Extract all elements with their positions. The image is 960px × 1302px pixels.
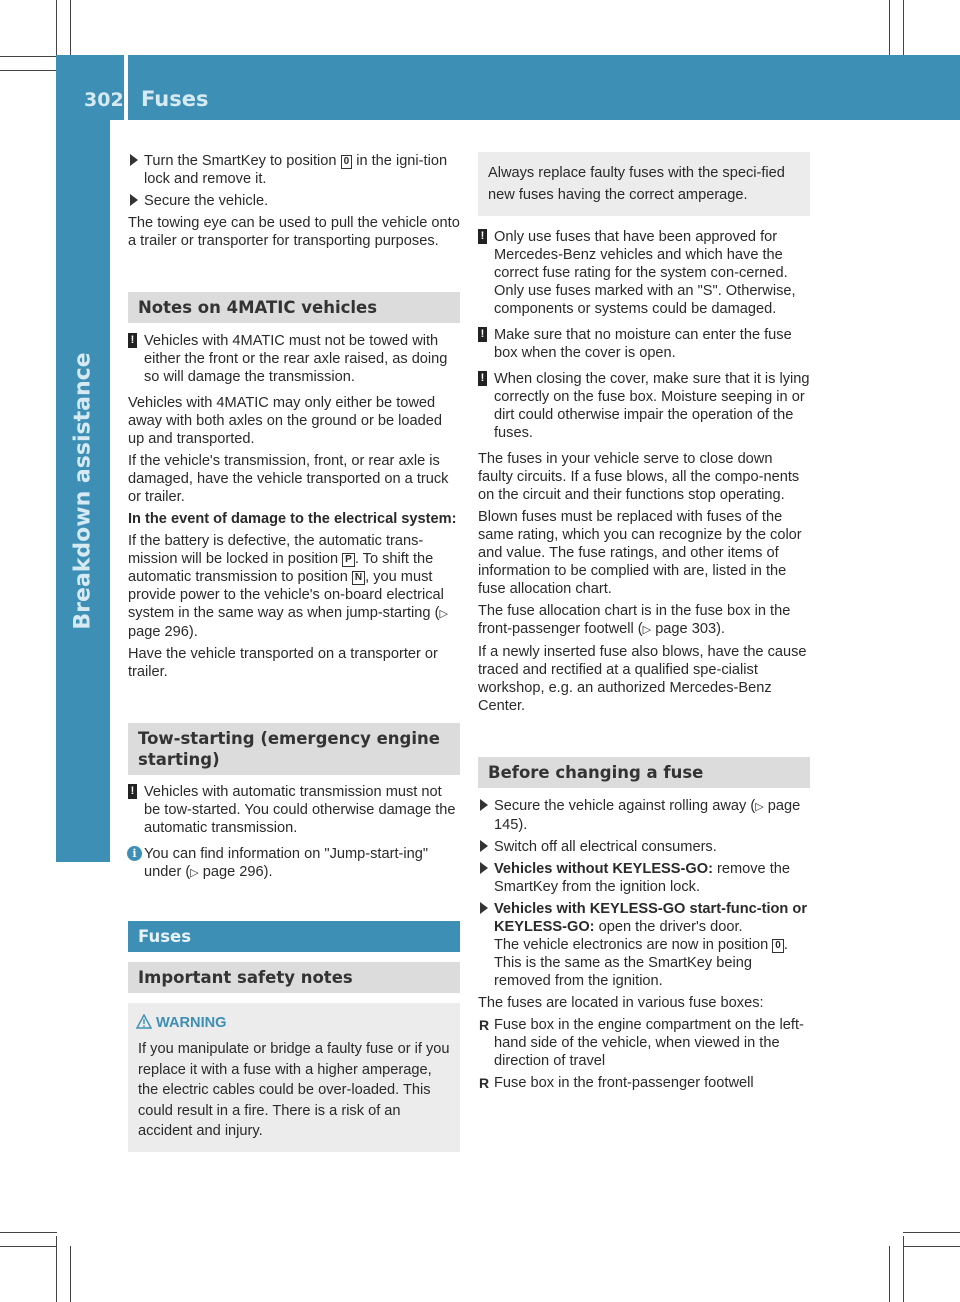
paragraph: The fuse allocation chart is in the fuse box in the front-passenger footwell (▷ page 303). <box>478 603 791 637</box>
paragraph-bold: In the event of damage to the electrical system: <box>128 511 457 527</box>
paragraph: The towing eye can be used to pull the vehicle onto a trailer or transporter for transporting purposes. <box>128 215 460 249</box>
crop-mark <box>0 1246 57 1247</box>
exclamation-icon: ! <box>128 784 137 799</box>
crop-mark <box>889 0 890 56</box>
paragraph: Vehicles with 4MATIC may only either be towed away with both axles on the ground or be loaded up and transported. <box>128 395 442 447</box>
exclamation-icon: ! <box>128 333 137 348</box>
section-tab <box>56 120 110 862</box>
crop-mark <box>70 1246 71 1302</box>
page-ref-icon: ▷ <box>190 867 199 879</box>
paragraph: Have the vehicle transported on a transporter or trailer. <box>128 646 438 680</box>
warning-box <box>128 1003 460 1152</box>
heading-tow-starting: Tow-starting (emergency engine starting) <box>128 723 460 775</box>
page-ref-icon: ▷ <box>642 624 652 636</box>
page-number: 302 <box>84 89 124 111</box>
list-item: R Fuse box in the engine compartment on the left-hand side of the vehicle, when viewed in the direction of travel <box>479 1017 804 1069</box>
page-ref-icon: ▷ <box>755 801 764 813</box>
step-item: Vehicles without KEYLESS-GO: remove the SmartKey from the ignition lock. <box>478 860 810 896</box>
heading-before-changing-a-fuse: Before changing a fuse <box>478 757 810 788</box>
step-item: Vehicles with KEYLESS-GO start-func-tion or KEYLESS-GO: open the driver's door. The vehicle electronics are now in position 0 . This is the same as the SmartKey being removed from the ignition. <box>478 900 810 990</box>
crop-mark <box>0 70 57 71</box>
crop-mark <box>903 1246 960 1247</box>
step-item: Secure the vehicle against rolling away (▷ page 145). <box>478 797 810 834</box>
paragraph: The fuses in your vehicle serve to close down faulty circuits. If a fuse blows, all the compo-nents on the circuit and their functions stop operating. <box>478 451 800 503</box>
exclamation-icon: ! <box>478 371 487 386</box>
arrow-icon <box>480 902 488 914</box>
warning-title: WARNING <box>156 1015 227 1031</box>
paragraph: If a newly inserted fuse also blows, have the cause traced and rectified at a qualified spe-cialist workshop, e.g. an authorized Mercedes-Benz Center. <box>478 644 807 714</box>
section-tab-label: Breakdown assistance <box>70 352 96 630</box>
paragraph: If the vehicle's transmission, front, or rear axle is damaged, have the vehicle transported on a truck or trailer. <box>128 453 449 505</box>
info-icon: i <box>127 846 142 861</box>
step-item: Turn the SmartKey to position 0 in the igni-tion lock and remove it. <box>128 152 460 188</box>
caution-note: ! Make sure that no moisture can enter the fuse box when the cover is open. <box>478 326 810 362</box>
crop-mark <box>0 1232 57 1233</box>
position-n-symbol: N <box>352 571 365 585</box>
left-column <box>128 152 460 1152</box>
notice-box: Always replace faulty fuses with the speci-fied new fuses having the correct amperage. <box>478 152 810 216</box>
crop-mark <box>903 1232 960 1233</box>
paragraph: The fuses are located in various fuse boxes: <box>478 995 764 1011</box>
caution-note: ! Vehicles with automatic transmission must not be tow-started. You could otherwise damage the automatic transmission. <box>128 783 460 837</box>
caution-note: ! When closing the cover, make sure that it is lying correctly on the fuse box. Moisture seeping in or dirt could otherwise impair the operation of the fuses. <box>478 370 810 442</box>
info-note: i You can find information on "Jump-start-ing" under (▷ page 296). <box>128 845 460 882</box>
arrow-icon <box>480 799 488 811</box>
page-title: Fuses <box>141 87 209 111</box>
heading-fuses: Fuses <box>128 921 460 952</box>
warning-text: If you manipulate or bridge a faulty fuse or if you replace it with a fuse with a higher amperage, the electric cables could be over-loaded. This could result in a fire. There is a risk of an accident and injury. <box>138 1041 450 1139</box>
warning-triangle-icon <box>136 1014 152 1035</box>
step-item: Secure the vehicle. <box>128 192 460 210</box>
exclamation-icon: ! <box>478 327 487 342</box>
crop-mark <box>889 1246 890 1302</box>
crop-mark <box>0 56 57 57</box>
page-ref-icon: ▷ <box>439 608 448 620</box>
paragraph: Blown fuses must be replaced with fuses of the same rating, which you can recognize by the color and value. The fuse ratings, and other items of information to be complied with are, listed in the fuse allocation chart. <box>478 509 802 597</box>
heading-important-safety-notes: Important safety notes <box>128 962 460 993</box>
position-0-symbol: 0 <box>772 939 784 953</box>
arrow-icon <box>130 194 138 206</box>
bullet-icon: R <box>479 1017 490 1033</box>
heading-4matic: Notes on 4MATIC vehicles <box>128 292 460 323</box>
caution-note: ! Vehicles with 4MATIC must not be towed with either the front or the rear axle raised, as doing so will damage the transmission. <box>128 332 460 386</box>
caution-note: ! Only use fuses that have been approved for Mercedes-Benz vehicles and which have the correct fuse rating for the system con-cerned. Only use fuses marked with an "S". Otherwise, components or systems could be damaged. <box>478 228 810 318</box>
paragraph: If the battery is defective, the automatic trans-mission will be locked in position P . To shift the automatic transmission to position N , you must provide power to the vehicle's on-board electrical system in the same way as when jump-starting (▷ page 296). <box>128 533 448 640</box>
right-column <box>478 152 810 1096</box>
crop-mark <box>903 0 904 56</box>
arrow-icon <box>130 154 138 166</box>
bullet-icon: R <box>479 1075 490 1091</box>
position-p-symbol: P <box>342 553 355 567</box>
arrow-icon <box>480 840 488 852</box>
exclamation-icon: ! <box>478 229 487 244</box>
crop-mark <box>70 0 71 56</box>
step-item: Switch off all electrical consumers. <box>478 838 810 856</box>
position-0-symbol: 0 <box>341 155 353 169</box>
list-item: R Fuse box in the front-passenger footwell <box>479 1075 754 1091</box>
arrow-icon <box>480 862 488 874</box>
header-divider <box>124 55 128 120</box>
